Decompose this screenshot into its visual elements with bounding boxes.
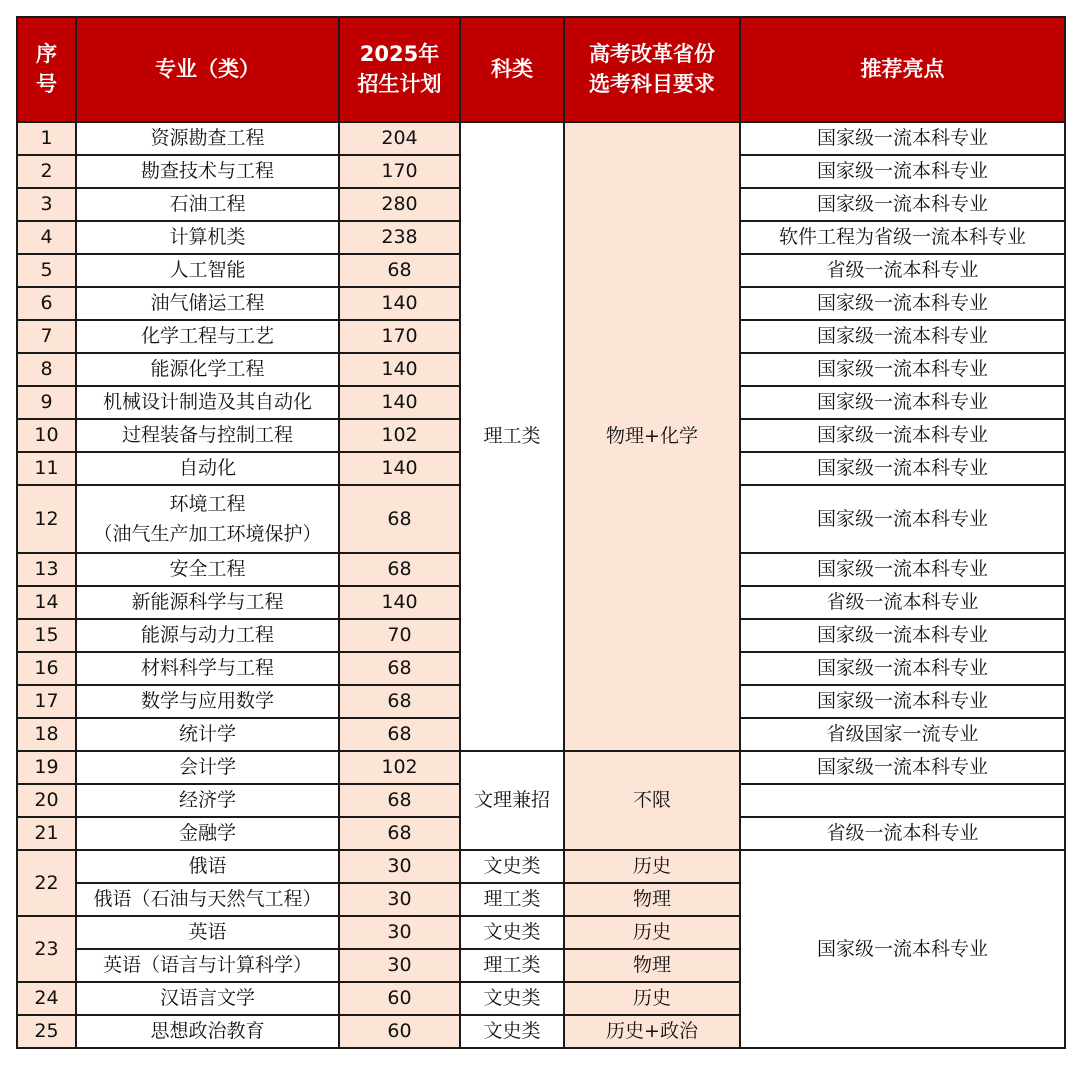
plan-cell: 30	[339, 883, 460, 916]
plan-cell: 60	[339, 1015, 460, 1048]
major-cell: 机械设计制造及其自动化	[76, 386, 339, 419]
category-cell: 文史类	[460, 850, 564, 883]
major-cell: 金融学	[76, 817, 339, 850]
seq-cell: 19	[17, 751, 76, 784]
subject-cell: 历史	[564, 982, 740, 1015]
table-row	[17, 751, 1065, 784]
header-plan: 2025年 招生计划	[339, 17, 460, 122]
seq-cell: 18	[17, 718, 76, 751]
highlight-cell-merged: 国家级一流本科专业	[740, 850, 1065, 1048]
category-cell: 文史类	[460, 916, 564, 949]
plan-cell: 70	[339, 619, 460, 652]
seq-cell: 4	[17, 221, 76, 254]
seq-cell: 16	[17, 652, 76, 685]
major-cell: 汉语言文学	[76, 982, 339, 1015]
major-cell: 新能源科学与工程	[76, 586, 339, 619]
table-row	[17, 850, 1065, 883]
seq-cell: 12	[17, 485, 76, 553]
header-category: 科类	[460, 17, 564, 122]
major-cell: 勘查技术与工程	[76, 155, 339, 188]
major-cell: 化学工程与工艺	[76, 320, 339, 353]
header-subject: 高考改革省份 选考科目要求	[564, 17, 740, 122]
seq-cell: 2	[17, 155, 76, 188]
subject-cell: 物理	[564, 883, 740, 916]
plan-cell: 140	[339, 586, 460, 619]
major-cell: 过程装备与控制工程	[76, 419, 339, 452]
highlight-cell: 国家级一流本科专业	[740, 287, 1065, 320]
header-major: 专业（类）	[76, 17, 339, 122]
seq-cell: 21	[17, 817, 76, 850]
highlight-cell: 国家级一流本科专业	[740, 685, 1065, 718]
highlight-cell: 国家级一流本科专业	[740, 751, 1065, 784]
plan-cell: 68	[339, 652, 460, 685]
highlight-cell: 国家级一流本科专业	[740, 619, 1065, 652]
seq-cell: 23	[17, 916, 76, 982]
plan-cell: 170	[339, 320, 460, 353]
major-cell: 材料科学与工程	[76, 652, 339, 685]
major-cell: 会计学	[76, 751, 339, 784]
plan-cell: 102	[339, 419, 460, 452]
major-cell: 数学与应用数学	[76, 685, 339, 718]
major-cell: 能源与动力工程	[76, 619, 339, 652]
highlight-cell: 国家级一流本科专业	[740, 452, 1065, 485]
seq-cell: 14	[17, 586, 76, 619]
subject-cell-unlimited: 不限	[564, 751, 740, 850]
subject-cell: 历史	[564, 916, 740, 949]
major-cell: 英语	[76, 916, 339, 949]
highlight-cell: 国家级一流本科专业	[740, 652, 1065, 685]
seq-cell: 11	[17, 452, 76, 485]
highlight-cell: 国家级一流本科专业	[740, 419, 1065, 452]
major-cell: 计算机类	[76, 221, 339, 254]
header-highlight: 推荐亮点	[740, 17, 1065, 122]
highlight-cell: 国家级一流本科专业	[740, 353, 1065, 386]
major-cell: 俄语（石油与天然气工程）	[76, 883, 339, 916]
plan-cell: 68	[339, 553, 460, 586]
seq-cell: 3	[17, 188, 76, 221]
highlight-cell: 国家级一流本科专业	[740, 553, 1065, 586]
major-cell: 油气储运工程	[76, 287, 339, 320]
seq-cell: 9	[17, 386, 76, 419]
seq-cell: 5	[17, 254, 76, 287]
major-cell: 石油工程	[76, 188, 339, 221]
highlight-cell: 国家级一流本科专业	[740, 485, 1065, 553]
plan-cell: 140	[339, 287, 460, 320]
highlight-cell: 软件工程为省级一流本科专业	[740, 221, 1065, 254]
major-cell: 资源勘查工程	[76, 122, 339, 155]
category-cell-mixed: 文理兼招	[460, 751, 564, 850]
major-cell: 俄语	[76, 850, 339, 883]
seq-cell: 6	[17, 287, 76, 320]
subject-cell: 历史	[564, 850, 740, 883]
highlight-cell: 国家级一流本科专业	[740, 320, 1065, 353]
plan-cell: 68	[339, 685, 460, 718]
major-cell: 自动化	[76, 452, 339, 485]
plan-cell: 170	[339, 155, 460, 188]
major-cell: 英语（语言与计算科学）	[76, 949, 339, 982]
major-cell: 环境工程 （油气生产加工环境保护）	[76, 485, 339, 553]
seq-cell: 8	[17, 353, 76, 386]
plan-cell: 30	[339, 916, 460, 949]
plan-cell: 68	[339, 718, 460, 751]
highlight-cell: 国家级一流本科专业	[740, 122, 1065, 155]
seq-cell: 24	[17, 982, 76, 1015]
subject-cell: 历史+政治	[564, 1015, 740, 1048]
seq-cell: 17	[17, 685, 76, 718]
enrollment-plan-table	[16, 16, 1066, 1049]
category-cell: 理工类	[460, 883, 564, 916]
seq-cell: 13	[17, 553, 76, 586]
category-cell-science: 理工类	[460, 122, 564, 751]
seq-cell: 10	[17, 419, 76, 452]
category-cell: 理工类	[460, 949, 564, 982]
major-cell: 安全工程	[76, 553, 339, 586]
plan-cell: 204	[339, 122, 460, 155]
plan-cell: 238	[339, 221, 460, 254]
plan-cell: 30	[339, 850, 460, 883]
subject-cell-phys-chem: 物理+化学	[564, 122, 740, 751]
seq-cell: 1	[17, 122, 76, 155]
highlight-cell: 国家级一流本科专业	[740, 188, 1065, 221]
major-cell: 能源化学工程	[76, 353, 339, 386]
plan-cell: 68	[339, 784, 460, 817]
category-cell: 文史类	[460, 982, 564, 1015]
highlight-cell: 国家级一流本科专业	[740, 386, 1065, 419]
plan-cell: 140	[339, 386, 460, 419]
plan-cell: 280	[339, 188, 460, 221]
seq-cell: 20	[17, 784, 76, 817]
plan-cell: 140	[339, 353, 460, 386]
major-cell: 统计学	[76, 718, 339, 751]
highlight-cell	[740, 784, 1065, 817]
major-cell: 思想政治教育	[76, 1015, 339, 1048]
table-row	[17, 122, 1065, 155]
table-header-row	[17, 17, 1065, 122]
seq-cell: 25	[17, 1015, 76, 1048]
major-cell: 经济学	[76, 784, 339, 817]
header-seq: 序 号	[17, 17, 76, 122]
highlight-cell: 省级一流本科专业	[740, 586, 1065, 619]
category-cell: 文史类	[460, 1015, 564, 1048]
major-cell: 人工智能	[76, 254, 339, 287]
highlight-cell: 国家级一流本科专业	[740, 155, 1065, 188]
seq-cell: 22	[17, 850, 76, 916]
highlight-cell: 省级一流本科专业	[740, 254, 1065, 287]
plan-cell: 68	[339, 485, 460, 553]
seq-cell: 15	[17, 619, 76, 652]
plan-cell: 68	[339, 254, 460, 287]
plan-cell: 30	[339, 949, 460, 982]
highlight-cell: 省级一流本科专业	[740, 817, 1065, 850]
seq-cell: 7	[17, 320, 76, 353]
plan-cell: 102	[339, 751, 460, 784]
subject-cell: 物理	[564, 949, 740, 982]
highlight-cell: 省级国家一流专业	[740, 718, 1065, 751]
plan-cell: 68	[339, 817, 460, 850]
plan-cell: 60	[339, 982, 460, 1015]
plan-cell: 140	[339, 452, 460, 485]
